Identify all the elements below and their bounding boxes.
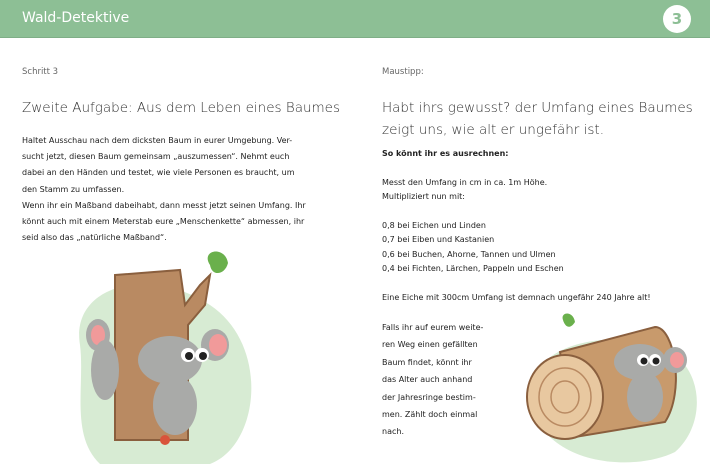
factor-line: 0,7 bei Eiben und Kastanien (382, 235, 495, 245)
log-mouse-illustration (515, 312, 710, 464)
heading-line: zeigt uns, wie alt er ungefähr ist. (382, 122, 605, 138)
text-line: men. Zählt doch einmal (382, 410, 478, 420)
text-line: Haltet Ausschau nach dem dicksten Baum in eurer Umgebung. Ver- (22, 136, 293, 145)
text-line: Messt den Umfang in cm in ca. 1m Höhe. (382, 177, 548, 187)
left-heading: Zweite Aufgabe: Aus dem Leben eines Baumes (22, 100, 341, 116)
tip-label: Maustipp: (382, 67, 424, 77)
tree-mice-illustration (60, 245, 260, 464)
text-line: das Alter auch anhand (382, 375, 473, 385)
page-number-badge: 3 (663, 5, 691, 33)
text-line: Multipliziert nun mit: (382, 192, 465, 202)
subheading: So könnt ihr es ausrechnen: (382, 149, 509, 158)
factor-line: 0,4 bei Fichten, Lärchen, Pappeln und Eschen (382, 264, 564, 274)
text-line: ren Weg einen gefällten (382, 340, 478, 350)
text-line: Baum findet, könnt ihr (382, 357, 472, 367)
right-body (382, 147, 651, 305)
text-line: könnt auch mit einem Meterstab eure „Menschenkette“ abmessen, ihr (22, 217, 305, 227)
right-heading (382, 97, 693, 141)
text-line: seid also das „natürliche Maßband“. (22, 233, 167, 243)
app-title: Wald-Detektive (22, 10, 130, 26)
text-line: dabei an den Händen und testet, wie viele Personen es braucht, um (22, 168, 295, 178)
text-line: nach. (382, 427, 404, 437)
factor-line: 0,8 bei Eichen und Linden (382, 221, 486, 230)
text-line: Falls ihr auf eurem weite- (382, 323, 484, 332)
text-line: sucht jetzt, diesen Baum gemeinsam „auszumessen“. Nehmt euch (22, 152, 290, 162)
left-body (22, 133, 306, 246)
step-label: Schritt 3 (22, 67, 59, 77)
heading-line: Habt ihrs gewusst? der Umfang eines Baumes (382, 100, 693, 116)
example-line: Eine Eiche mit 300cm Umfang ist demnach ungefähr 240 Jahre alt! (382, 293, 651, 303)
factor-line: 0,6 bei Buchen, Ahorne, Tannen und Ulmen (382, 249, 556, 259)
header-bar (0, 0, 710, 38)
text-line: den Stamm zu umfassen. (22, 184, 125, 194)
text-line: der Jahresringe bestim- (382, 392, 476, 402)
note-text (382, 319, 483, 441)
text-line: Wenn ihr ein Maßband dabeihabt, dann messt jetzt seinen Umfang. Ihr (22, 200, 306, 210)
